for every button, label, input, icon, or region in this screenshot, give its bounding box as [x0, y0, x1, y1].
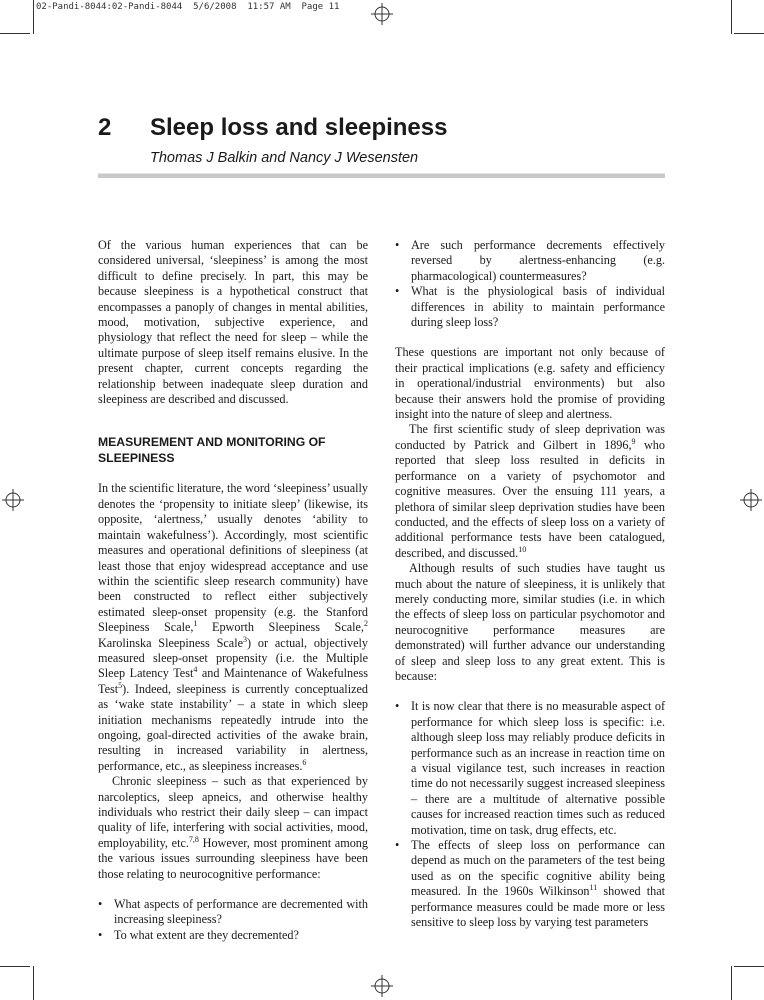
trim-mark: [734, 33, 764, 34]
reference-superscript: 3: [243, 634, 247, 644]
list-item: • What is the physiological basis of individual differences in ability to maintain performance during sleep loss?: [395, 284, 665, 330]
reference-superscript: 4: [193, 665, 198, 675]
reference-superscript: 11: [589, 883, 598, 893]
chapter-number: 2: [98, 114, 112, 141]
trim-mark: [0, 966, 30, 967]
question-list: [395, 238, 665, 330]
trim-mark: [734, 966, 764, 967]
reference-superscript: 10: [518, 544, 527, 554]
bullet-icon: •: [98, 927, 103, 942]
bullet-icon: •: [395, 838, 400, 853]
right-column: [395, 238, 665, 930]
section-heading-line: MEASUREMENT AND MONITORING OF: [98, 435, 326, 450]
list-item: • The effects of sleep loss on performance can depend as much on the parameters of the test being used as on the specific cognitive ability being measured. In the 1960s Wilkinson$^{11}$ showed that performance measures could be made more or less sensitive to sleep loss by varying test parameters: [395, 838, 665, 930]
section-heading: [98, 434, 368, 466]
left-column: [98, 238, 368, 943]
printer-slug: 02-Pandi-8044:02-Pandi-8044 5/6/2008 11:57 AM Page 11: [36, 2, 340, 12]
reference-superscript: 2: [363, 619, 368, 629]
trim-mark: [33, 0, 34, 34]
reason-list: [395, 699, 665, 930]
body-paragraph: Although results of such studies have taught us much about the nature of sleepiness, it is unlikely that merely conducting more, similar studies (i.e. in which the effects of sleep loss on particular psychomotor and neurocognitive performance measures are demonstrated) will further advance our understanding of sleep and sleep loss to any great extent. This is because:: [395, 561, 665, 683]
list-item: • To what extent are they decremented?: [98, 927, 299, 942]
list-item: • Are such performance decrements effectively reversed by alertness-enhancing (e.g. pharmacological) countermeasures?: [395, 238, 665, 283]
list-item: • It is now clear that there is no measurable aspect of performance for which sleep loss is specific: i.e. although sleep loss may reliably produce deficits in performance such as an increase in reaction time on a visual vigilance test, such increases in reaction time do not necessarily suggest increased sleepiness – there are a multitude of alternative possible causes for increased reaction times such as reduced motivation, time on task, drug effects, etc.: [395, 699, 665, 837]
intro-paragraph: Of the various human experiences that can be considered universal, ‘sleepiness’ is among the most difficult to define precisely. In part, this may be because sleepiness is a hypothetical construct that encompasses a panoply of changes in mental abilities, mood, motivation, subjective experience, and physiology that reflect the need for sleep – while the ultimate purpose of sleep itself remains elusive. In the present chapter, current concepts regarding the relationship between inadequate sleep duration and sleepiness are described and discussed.: [98, 238, 368, 407]
reference-superscript: 7,8: [188, 834, 199, 844]
chapter-authors: Thomas J Balkin and Nancy J Wesensten: [150, 150, 419, 166]
chapter-title: Sleep loss and sleepiness: [150, 114, 448, 141]
list-item: • What aspects of performance are decremented with increasing sleepiness?: [98, 897, 368, 927]
body-paragraph: These questions are important not only because of their practical implications (e.g. safety and efficiency in operational/industrial environments) but also because their answers hold the promise of providing insight into the nature of sleep and alertness.: [395, 345, 665, 422]
reference-superscript: 5: [118, 680, 123, 690]
trim-mark: [0, 33, 30, 34]
title-rule: [98, 173, 665, 178]
body-paragraph: Chronic sleepiness – such as that experienced by narcoleptics, sleep apneics, and otherwise healthy individuals who restrict their daily sleep – can impact quality of life, interfering with social activities, mood, employability, etc.$^{7,8}$ However, most prominent among the various issues surrounding sleepiness have been those relating to neurocognitive performance:: [98, 774, 368, 881]
registration-mark-icon: [371, 3, 393, 25]
bullet-icon: •: [395, 238, 400, 252]
bullet-icon: •: [395, 699, 400, 714]
section-heading-line: SLEEPINESS: [98, 451, 175, 466]
registration-mark-icon: [2, 489, 24, 511]
question-list: [98, 897, 368, 943]
trim-mark: [731, 0, 732, 34]
trim-mark: [33, 966, 34, 1000]
reference-superscript: 9: [631, 436, 636, 446]
body-paragraph: The first scientific study of sleep deprivation was conducted by Patrick and Gilbert in 1896,$^9$ who reported that sleep loss resulted in deficits in performance on a variety of psychomotor and cognitive measures. Over the ensuing 111 years, a plethora of similar sleep deprivation studies have been conducted, and the effects of sleep loss on a variety of additional performance tests have been catalogued, described, and discussed.$^{10}$: [395, 422, 665, 560]
bullet-icon: •: [395, 284, 400, 299]
trim-mark: [731, 966, 732, 1000]
reference-superscript: 6: [302, 757, 307, 767]
body-paragraph: In the scientific literature, the word ‘sleepiness’ usually denotes the ‘propensity to initiate sleep’ (likewise, its opposite, ‘alertness,’ usually denotes ‘ability to maintain wakefulness’). Accordingly, most scientific measures and operational definitions of sleepiness (at least those that enjoy widespread acceptance and use within the scientific sleep research community) have been constructed to reflect either subjectively estimated sleep-onset propensity (e.g. the Stanford Sleepiness Scale,$^1$ Epworth Sleepiness Scale,$^2$ Karolinska Sleepiness Scale$^3$) or actual, objectively measured sleep-onset propensity (i.e. the Multiple Sleep Latency Test$^4$ and Maintenance of Wakefulness Test$^5$). Indeed, sleepiness is currently conceptualized as ‘wake state instability’ – a state in which sleep initiation mechanisms repeatedly intrude into the ongoing, goal-directed activities of the awake brain, resulting in increased variability in alertness, performance, etc., as sleepiness increases.$^6$: [98, 481, 369, 773]
reference-superscript: 1: [193, 619, 198, 629]
registration-mark-icon: [371, 975, 393, 997]
bullet-icon: •: [98, 897, 103, 912]
registration-mark-icon: [740, 489, 762, 511]
